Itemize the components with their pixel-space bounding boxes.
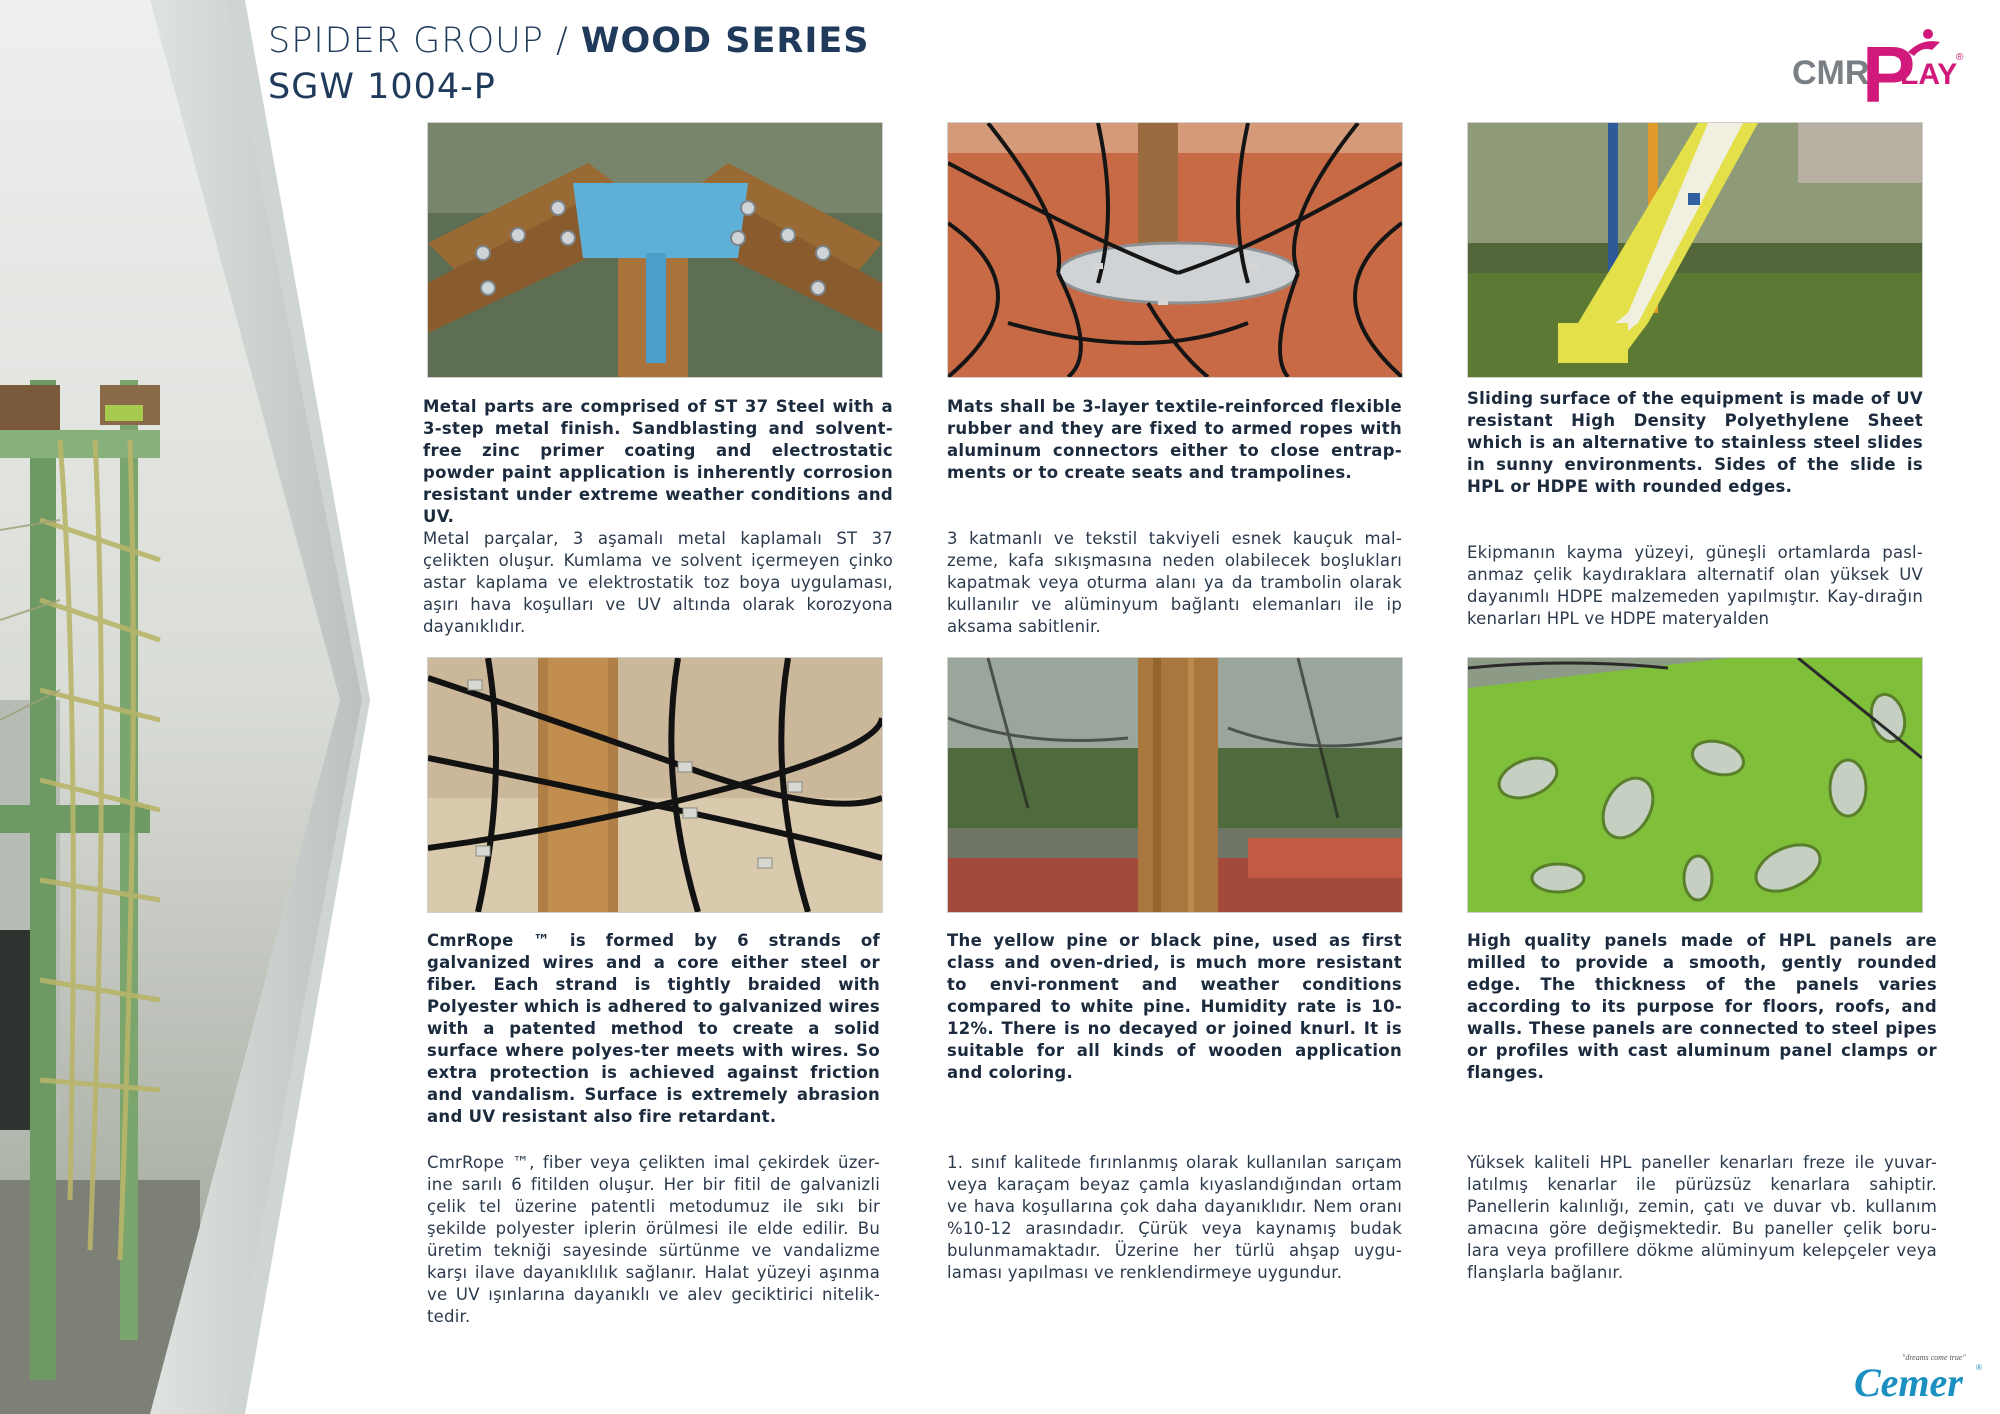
feature-2-tr: 3 katmanlı ve tekstil takviyeli esnek kauçuk mal-zeme, kafa sıkışmasına neden olabilecek boşlukları kapatmak veya oturma alanı ya da trambolin olarak kullanılır ve alüminyum bağlantı elemanları ile ip aksama sabitlenir. (947, 529, 1402, 636)
photo-pine-post (947, 657, 1403, 913)
feature-3-en: Sliding surface of the equipment is made of UV resistant High Density Polyethylene Sheet which is an alternative to stainless steel slides in sunny environments. Sides of the slide is HPL or HDPE with rounded edges. (1467, 389, 1923, 496)
feature-5-en: The yellow pine or black pine, used as first class and oven-dried, is much more resistant to envi-ronment and weather conditions compared to white pine. Humidity rate is 10-12%. There is no decayed or joined knurl. It is suitable for all kinds of wooden application and coloring. (947, 931, 1402, 1082)
photo-rope-mat (947, 122, 1403, 378)
feature-2-en: Mats shall be 3-layer textile-reinforced flexible rubber and they are fixed to armed ropes with aluminum connectors either to close entrap-ments or to create seats and trampolines. (947, 397, 1402, 482)
model-code: SGW 1004-P (268, 67, 496, 107)
feature-4-en: CmrRope ™ is formed by 6 strands of galvanized wires and a core either steel or fiber. Each strand is tightly braided with Polyester which is adhered to galvanized wires with a patented method to create a solid surface where polyes-ter meets with wires. So extra protection is achieved against friction and vandalism. Surface is extremely abrasion and UV resistant also fire retardant. (427, 931, 880, 1126)
feature-6-en: High quality panels made of HPL panels are milled to provide a smooth, gently rounded edge. The thickness of the panels varies according to its purpose for floors, roofs, and walls. These panels are connected to steel pipes or profiles with cast aluminum panel clamps or flanges. (1467, 931, 1937, 1082)
photo-cmrrope (427, 657, 883, 913)
photo-metal-connector (427, 122, 883, 378)
side-photo-playground-net (0, 0, 370, 1414)
logo-big-letter: P (1862, 30, 1916, 108)
logo-registered-mark: ® (1956, 52, 1964, 63)
series-label: WOOD SERIES (580, 21, 870, 61)
feature-1-en: Metal parts are comprised of ST 37 Steel with a 3-step metal finish. Sandblasting and solvent-free zinc primer coating and electrostatic powder paint application is inherently corrosion resistant under extreme weather conditions and UV. (423, 397, 893, 526)
logo-figure-icon (1923, 29, 1933, 39)
logo-left-text: CMR (1792, 54, 1870, 92)
cemer-registered-mark: ® (1976, 1363, 1982, 1372)
cemer-wordmark: Cemer (1854, 1360, 1963, 1405)
feature-6-tr: Yüksek kaliteli HPL paneller kenarları freze ile yuvar-latılmış kenarlar ile pürüzsüz kenarlara sahiptir. Panellerin kalınlığı, zemin, çatı ve duvar vb. kullanım amacına göre değişmektedir. Bu paneller çelik boru-lara veya profillere dökme alüminyum kelepçeler veya flanşlarla bağlanır. (1467, 1153, 1937, 1282)
logo-right-text: LAY (1900, 58, 1958, 91)
feature-3-tr: Ekipmanın kayma yüzeyi, güneşli ortamlarda pasl-anmaz çelik kaydıraklara alternatif olan yüksek UV dayanımlı HDPE malzemeden yapılmıştır. Kay-dırağın kenarları HPL ve HDPE materyalden (1467, 543, 1923, 628)
cmrplay-logo-graphic (1790, 22, 1970, 108)
cemer-logo (1850, 1348, 1985, 1406)
cmrplay-logo (1790, 22, 1970, 108)
feature-1-tr: Metal parçalar, 3 aşamalı metal kaplamalı ST 37 çelikten oluşur. Kumlama ve solvent içermeyen çinko astar kaplama ve elektrostatik toz boya uygulaması, aşırı hava koşulları ve UV altında olarak korozyona dayanıklıdır. (423, 529, 893, 636)
feature-5-tr: 1. sınıf kalitede fırınlanmış olarak kullanılan sarıçam veya karaçam beyaz çamla kıyaslandığından ortam ve hava koşullarına çok daha dayanıklıdır. Nem oranı %10-12 arasındadır. Çürük veya kaynamış budak bulunmamaktadır. Üzerine her türlü ahşap uygu-laması yapılması ve renklendirmeye uygundur. (947, 1153, 1402, 1282)
group-label: SPIDER GROUP / (268, 21, 581, 61)
page-title (268, 20, 869, 62)
photo-slide (1467, 122, 1923, 378)
feature-4-tr: CmrRope ™, fiber veya çelikten imal çekirdek üzer-ine sarılı 6 fitilden oluşur. Her bir fitil de galvanizli çelik tel üzerine patentli metodumuz ile sıkı bir şekilde polyester iplerin örülmesi ile elde edilir. Bu üretim tekniği sayesinde sürtünme ve vandalizme karşı ilave dayanıklılık sağlanır. Halat yüzeyi aşınma ve UV ışınlarına dayanıklı ve alev geciktirici nitelik-tedir. (427, 1153, 880, 1326)
photo-hpl-panel (1467, 657, 1923, 913)
cemer-tagline: "dreams come true" (1902, 1353, 1966, 1362)
